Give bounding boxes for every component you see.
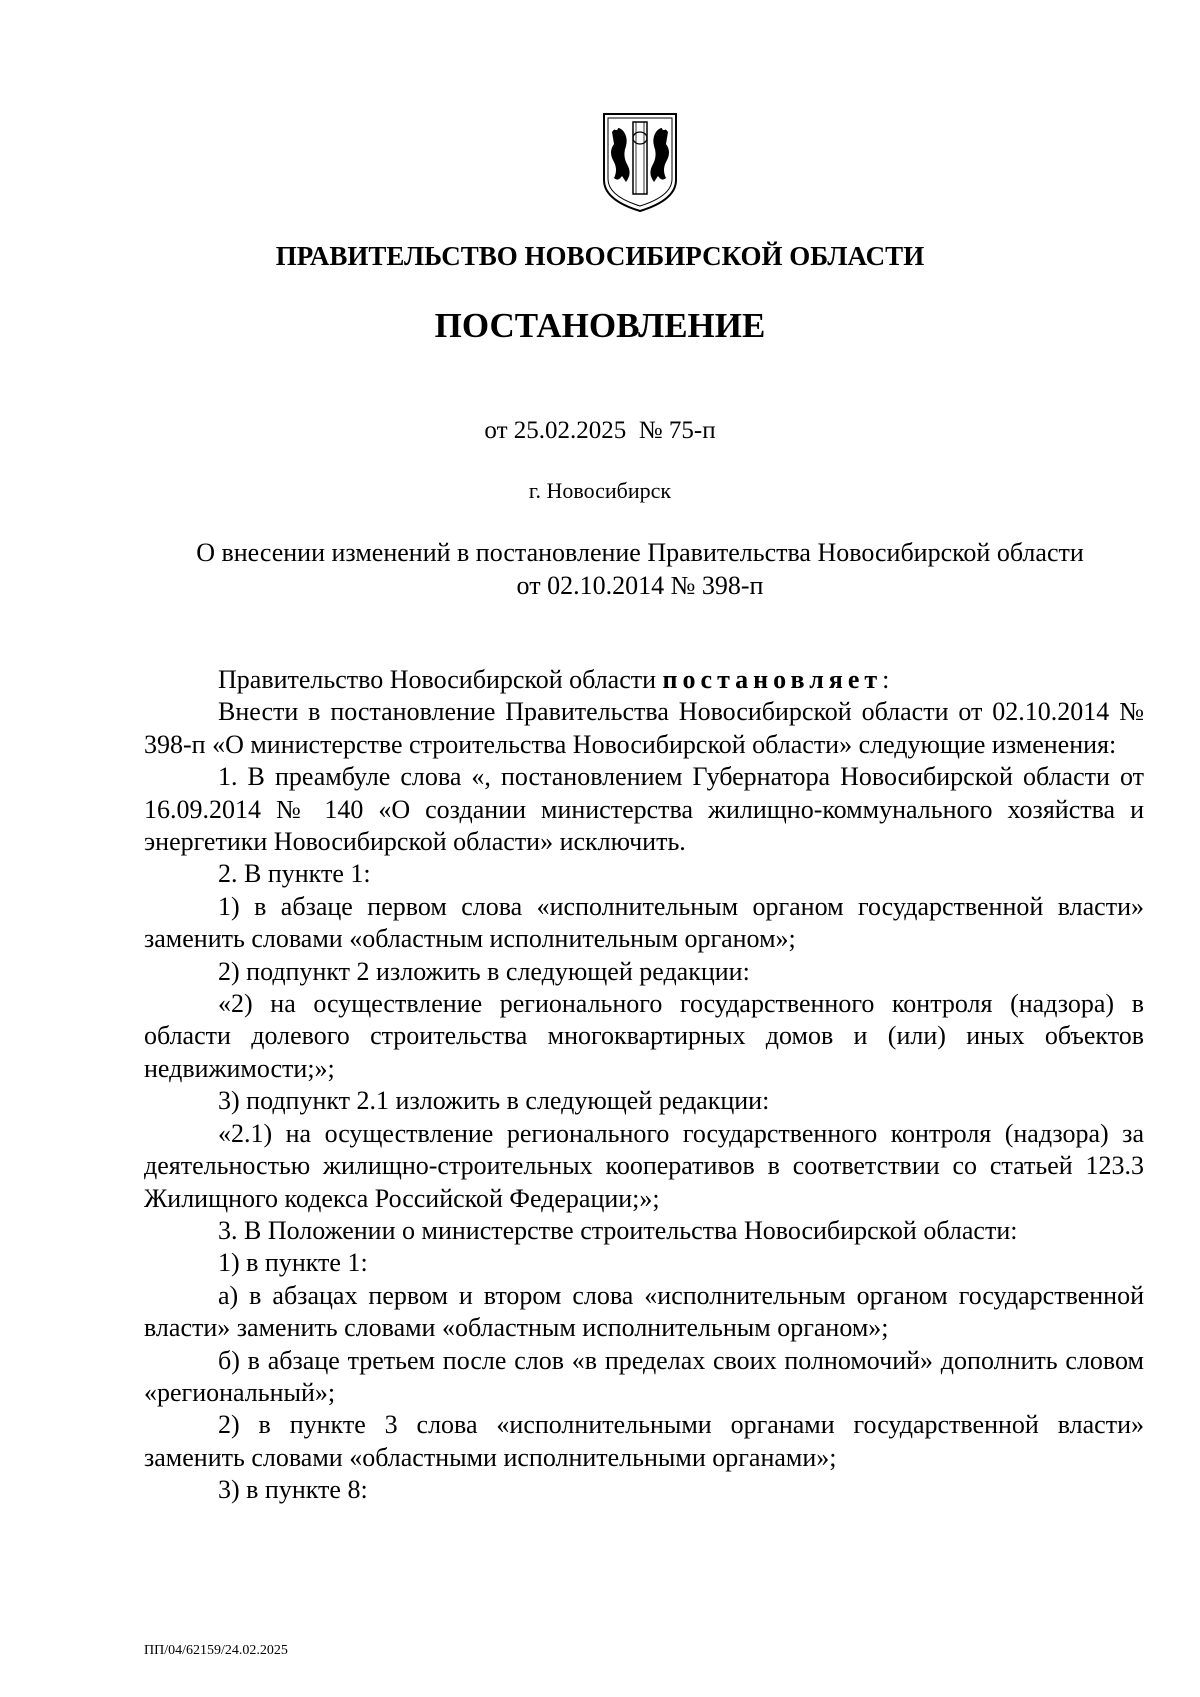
document-subject bbox=[160, 536, 1120, 602]
intro-emphasis: постановляет bbox=[662, 665, 883, 694]
paragraph: 1) в пункте 1: bbox=[218, 1248, 368, 1278]
intro-text: Правительство Новосибирской области bbox=[218, 665, 663, 694]
paragraph: Внести в постановление Правительства Новосибирской области от 02.10.2014 № 398-п «О министерстве строительства Новосибирской области» следующие изменения: bbox=[144, 697, 1144, 759]
paragraph: б) в абзаце третьем после слов «в пределах своих полномочий» дополнить словом «региональный»; bbox=[144, 1345, 1144, 1407]
organization-name: ПРАВИТЕЛЬСТВО НОВОСИБИРСКОЙ ОБЛАСТИ bbox=[275, 241, 925, 271]
paragraph: 3) подпункт 2.1 изложить в следующей редакции: bbox=[218, 1086, 770, 1116]
paragraph: 3. В Положении о министерстве строительства Новосибирской области: bbox=[218, 1215, 1018, 1245]
document-body bbox=[144, 664, 1144, 1507]
intro-end: : bbox=[882, 665, 890, 694]
paragraph: 2. В пункте 1: bbox=[218, 859, 371, 889]
paragraph: 3) в пункте 8: bbox=[218, 1475, 368, 1505]
paragraph: а) в абзацах первом и втором слова «исполнительным органом государственной власти» заменить словами «областным исполнительным органом»; bbox=[144, 1280, 1144, 1343]
document-footer-code: ПП/04/62159/24.02.2025 bbox=[144, 1643, 288, 1658]
resolution-intro bbox=[144, 664, 1144, 696]
document-city: г. Новосибирск bbox=[528, 478, 672, 503]
paragraph: 1. В преамбуле слова «, постановлением Губернатора Новосибирской области от 16.09.2014 № 140 «О создании министерства жилищно-коммунального хозяйства и энергетики Новосибирской области» исключить. bbox=[144, 762, 1144, 857]
coat-of-arms-icon bbox=[600, 110, 680, 215]
paragraph: 1) в абзаце первом слова «исполнительным органом государственной власти» заменить словами «областным исполнительным органом»; bbox=[144, 891, 1144, 954]
document-type: ПОСТАНОВЛЕНИЕ bbox=[434, 306, 766, 345]
paragraph: 2) в пункте 3 слова «исполнительными органами государственной власти» заменить словами «областными исполнительными органами»; bbox=[144, 1410, 1144, 1472]
paragraph: 2) подпункт 2 изложить в следующей редакции: bbox=[218, 956, 750, 986]
document-date-number: от 25.02.2025 № 75-п bbox=[484, 417, 716, 444]
subject-line-1: О внесении изменений в постановление Правительства Новосибирской области bbox=[196, 538, 1084, 567]
paragraph: «2.1) на осуществление регионального государственного контроля (надзора) за деятельностью жилищно-строительных кооперативов в соответствии со статьей 123.3 Жилищного кодекса Российской Федерации;»; bbox=[144, 1118, 1144, 1213]
subject-line-2: от 02.10.2014 № 398-п bbox=[516, 571, 764, 600]
paragraph: «2) на осуществление регионального государственного контроля (надзора) в области долевого строительства многоквартирных домов и (или) иных объектов недвижимости;»; bbox=[144, 989, 1144, 1083]
